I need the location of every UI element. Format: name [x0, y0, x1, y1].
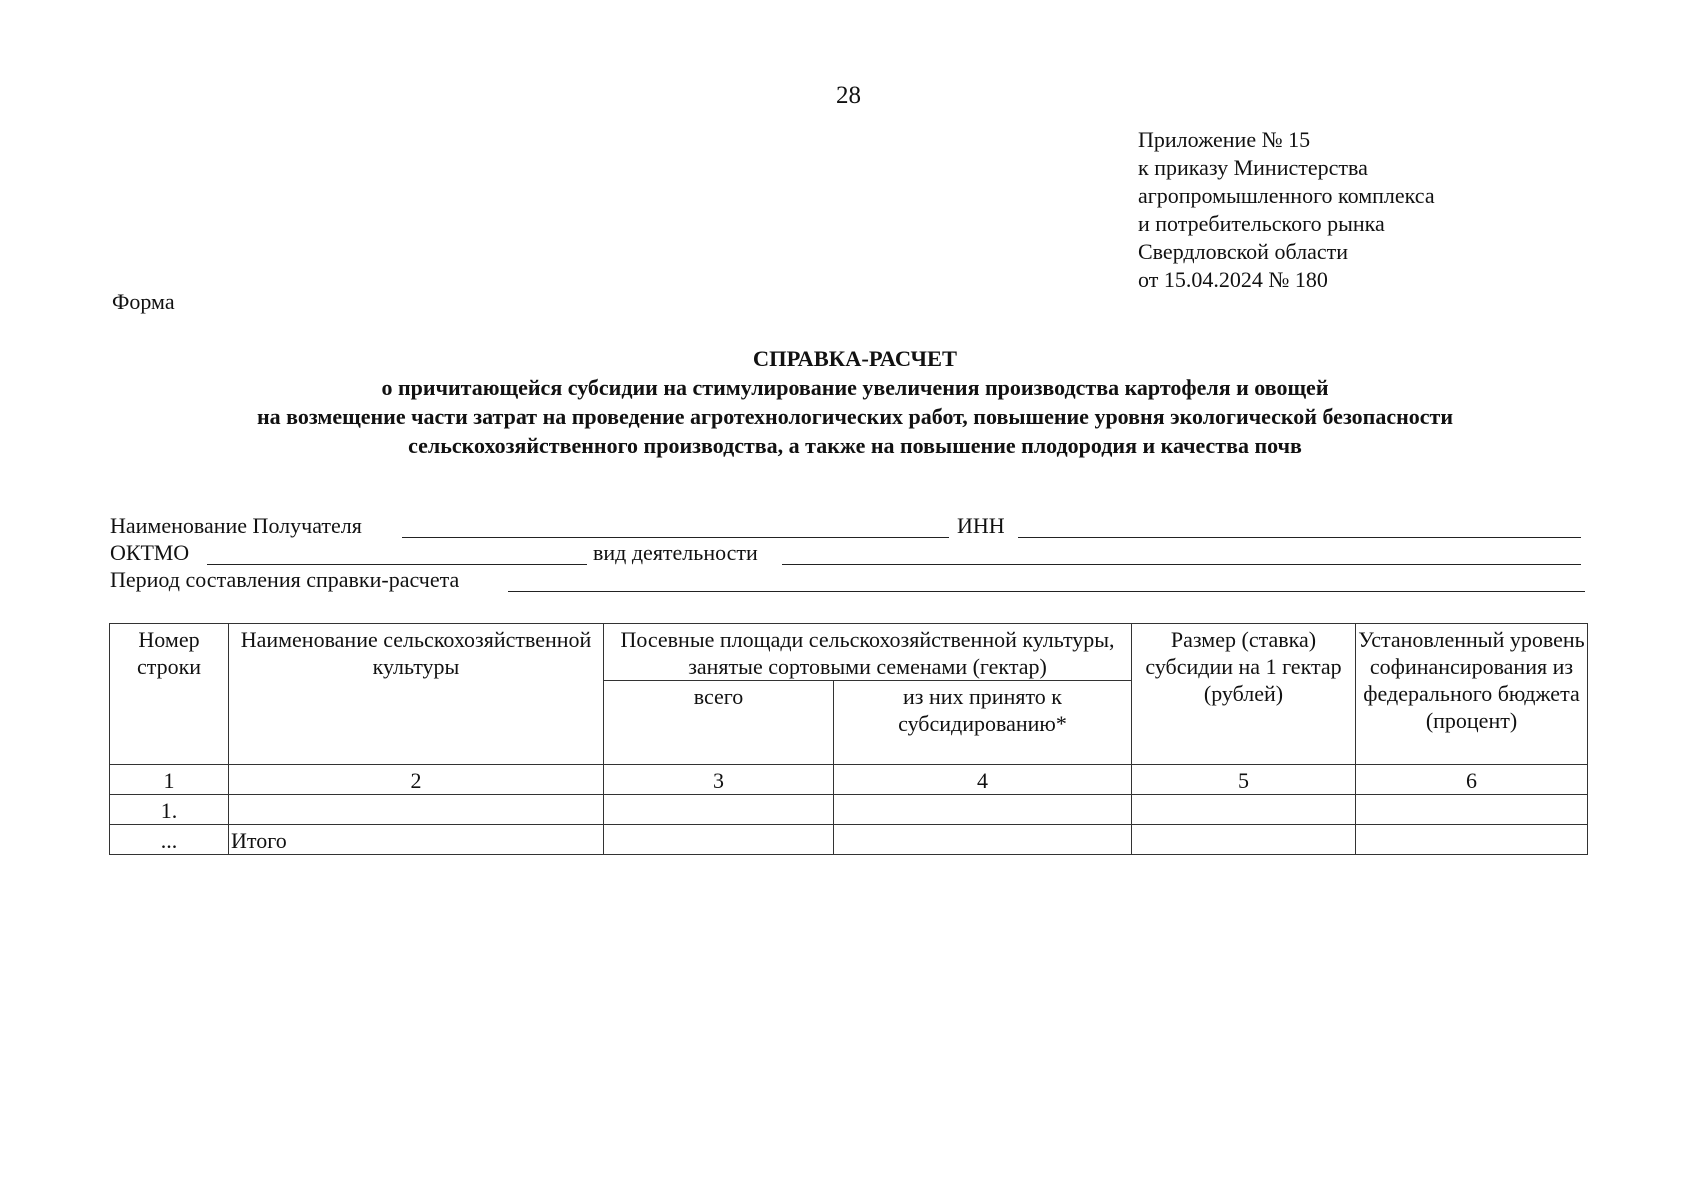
- column-number: 2: [229, 765, 604, 795]
- title-line: на возмещение части затрат на проведение агротехнологических работ, повышение уровня экологической безопасности: [256, 404, 1454, 429]
- table-cell[interactable]: [604, 825, 834, 855]
- recipient-name-field[interactable]: [402, 537, 949, 538]
- table-cell[interactable]: [604, 795, 834, 825]
- table-cell[interactable]: [229, 795, 604, 825]
- table-cell[interactable]: ...: [110, 825, 229, 855]
- field-row-recipient: [110, 513, 1585, 541]
- activity-field[interactable]: [782, 564, 1581, 565]
- table-header-row: [110, 624, 1588, 681]
- column-number: 6: [1356, 765, 1588, 795]
- activity-label: вид деятельности: [593, 540, 758, 565]
- appendix-line: к приказу Министерства: [1138, 155, 1368, 180]
- document-title: [150, 344, 1560, 460]
- header-rate: Размер (ставка) субсидии на 1 гектар (рублей): [1132, 624, 1356, 765]
- table-cell[interactable]: [1132, 795, 1356, 825]
- header-crop-name: Наименование сельскохозяйственной культуры: [229, 624, 604, 765]
- recipient-label: Наименование Получателя: [110, 513, 362, 538]
- column-number: 4: [834, 765, 1132, 795]
- appendix-line: Приложение № 15: [1138, 127, 1311, 152]
- header-sown-total: всего: [604, 681, 834, 765]
- title-line: сельскохозяйственного производства, а также на повышение плодородия и качества почв: [408, 433, 1302, 458]
- table-row: [110, 795, 1588, 825]
- header-sown-area: Посевные площади сельскохозяйственной культуры, занятые сортовыми семенами (гектар): [604, 624, 1132, 681]
- header-row-number: Номер строки: [110, 624, 229, 765]
- table-cell[interactable]: [1356, 795, 1588, 825]
- field-row-period: [110, 567, 1585, 595]
- inn-field[interactable]: [1018, 537, 1581, 538]
- table-row: [110, 825, 1588, 855]
- table-cell[interactable]: [834, 795, 1132, 825]
- subsidy-table: [109, 623, 1588, 855]
- table-cell[interactable]: 1.: [110, 795, 229, 825]
- column-number: 3: [604, 765, 834, 795]
- appendix-line: и потребительского рынка: [1138, 211, 1385, 236]
- field-row-oktmo: [110, 540, 1585, 568]
- header-cofinancing: Установленный уровень софинансирования из федерального бюджета (процент): [1356, 624, 1588, 765]
- table-cell-total-label[interactable]: Итого: [229, 825, 604, 855]
- column-number: 5: [1132, 765, 1356, 795]
- page-number: 28: [836, 82, 861, 109]
- title-line: о причитающейся субсидии на стимулирование увеличения производства картофеля и овощей: [381, 375, 1329, 400]
- appendix-line: агропромышленного комплекса: [1138, 183, 1435, 208]
- header-sown-accepted: из них принято к субсидированию*: [834, 681, 1132, 765]
- oktmo-field[interactable]: [207, 564, 587, 565]
- appendix-line: Свердловской области: [1138, 239, 1348, 264]
- table-cell[interactable]: [1132, 825, 1356, 855]
- appendix-block: [1138, 126, 1435, 294]
- period-field[interactable]: [508, 591, 1585, 592]
- table-column-numbers-row: [110, 765, 1588, 795]
- table-cell[interactable]: [834, 825, 1132, 855]
- table-cell[interactable]: [1356, 825, 1588, 855]
- oktmo-label: ОКТМО: [110, 540, 190, 565]
- form-label: Форма: [112, 289, 175, 314]
- appendix-line: от 15.04.2024 № 180: [1138, 267, 1328, 292]
- title-main: СПРАВКА-РАСЧЕТ: [752, 346, 958, 371]
- period-label: Период составления справки-расчета: [110, 567, 460, 592]
- column-number: 1: [110, 765, 229, 795]
- inn-label: ИНН: [957, 513, 1005, 538]
